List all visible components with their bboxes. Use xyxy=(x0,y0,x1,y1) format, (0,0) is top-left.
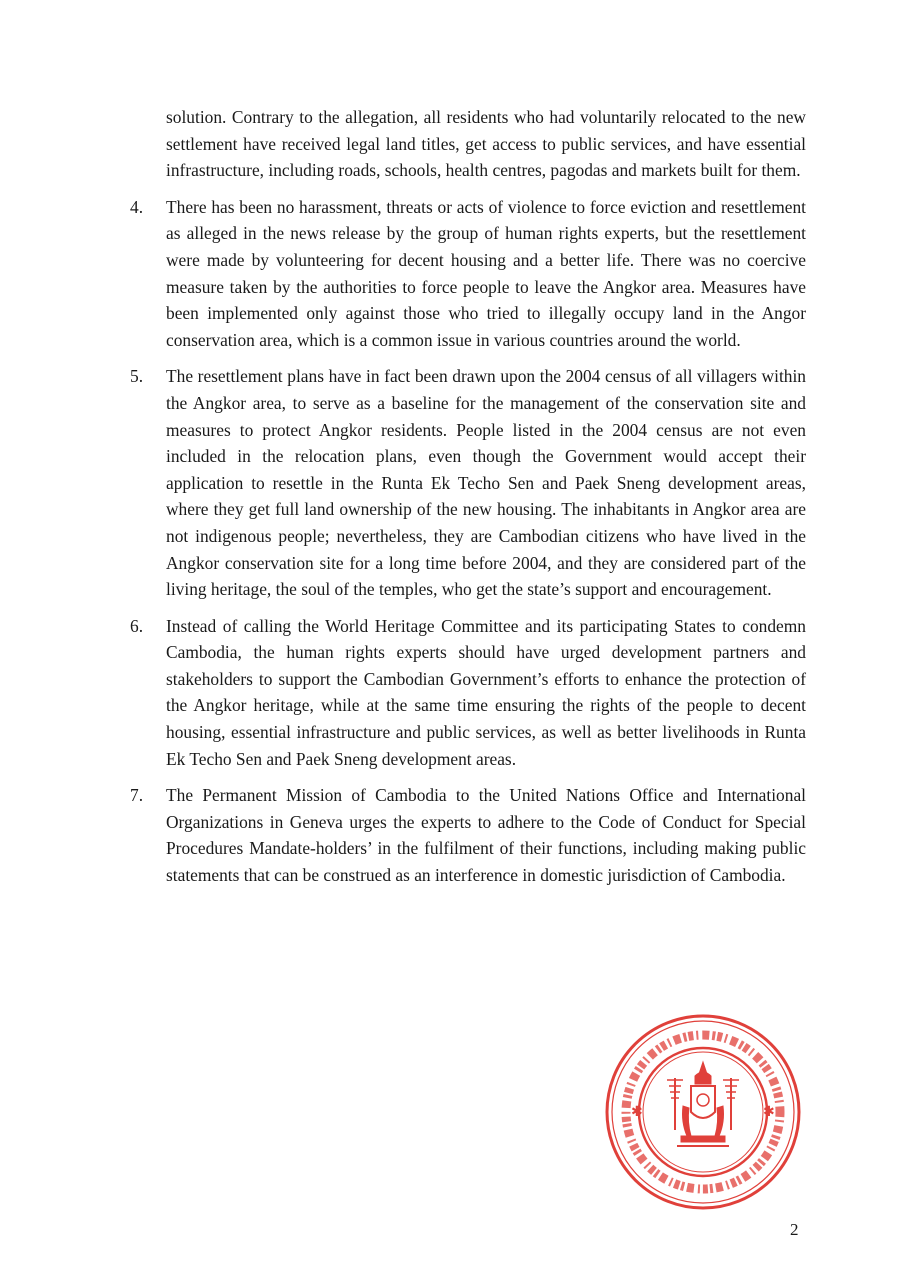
list-item-7 xyxy=(130,782,806,888)
item-number: 5. xyxy=(130,366,144,387)
continuation-paragraph: solution. Contrary to the allegation, all residents who had voluntarily relocated to the new settlement have received legal land titles, get access to public services, and have essential infrastructure, including roads, schools, health centres, pagodas and markets built for them. xyxy=(166,107,806,181)
item-number: 6. xyxy=(130,615,144,636)
item-number: 7. xyxy=(130,785,144,806)
page-number: 2 xyxy=(790,1220,799,1239)
official-seal-icon xyxy=(603,1012,803,1212)
item-number: 4. xyxy=(130,196,144,217)
item-text: There has been no harassment, threats or acts of violence to force eviction and resettlement as alleged in the news release by the group of human rights experts, but the resettlement were made by volunteering for decent housing and a better life. There was no coercive measure taken by the authorities to force people to leave the Angkor area. Measures have been implemented only against those who tried to illegally occupy land in the Angor conservation area, which is a common issue in various countries around the world. xyxy=(166,196,806,350)
list-item-6 xyxy=(130,613,806,773)
item-text: The Permanent Mission of Cambodia to the United Nations Office and International Organizations in Geneva urges the experts to adhere to the Code of Conduct for Special Procedures Mandate-holders’ in the fulfilment of their functions, including making public statements that can be construed as an interference in domestic jurisdiction of Cambodia. xyxy=(166,785,806,886)
item-text: Instead of calling the World Heritage Committee and its participating States to condemn Cambodia, the human rights experts should have urged development partners and stakeholders to support the Cambodian Government’s efforts to enhance the protection of the Angkor heritage, while at the same time ensuring the rights of the people to decent housing, essential infrastructure and public services, as well as better livelihoods in Runta Ek Techo Sen and Paek Sneng development areas. xyxy=(166,615,806,769)
item-text: The resettlement plans have in fact been drawn upon the 2004 census of all villagers within the Angkor area, to serve as a baseline for the management of the conservation site and measures to protect Angkor residents. People listed in the 2004 census are not even included in the relocation plans, even though the Government would accept their application to resettle in the Runta Ek Techo Sen and Paek Sneng development areas, where they get full land ownership of the new housing. The inhabitants in Angkor area are not indigenous people; nevertheless, they are Cambodian citizens who have lived in the Angkor conservation site for a long time before 2004, and they are considered part of the living heritage, the soul of the temples, who get the state’s support and encouragement. xyxy=(166,366,806,600)
svg-text:✱: ✱ xyxy=(631,1104,643,1120)
document-body xyxy=(130,104,806,889)
list-item-5 xyxy=(130,363,806,602)
list-item-4 xyxy=(130,194,806,354)
svg-text:✱: ✱ xyxy=(763,1104,775,1120)
